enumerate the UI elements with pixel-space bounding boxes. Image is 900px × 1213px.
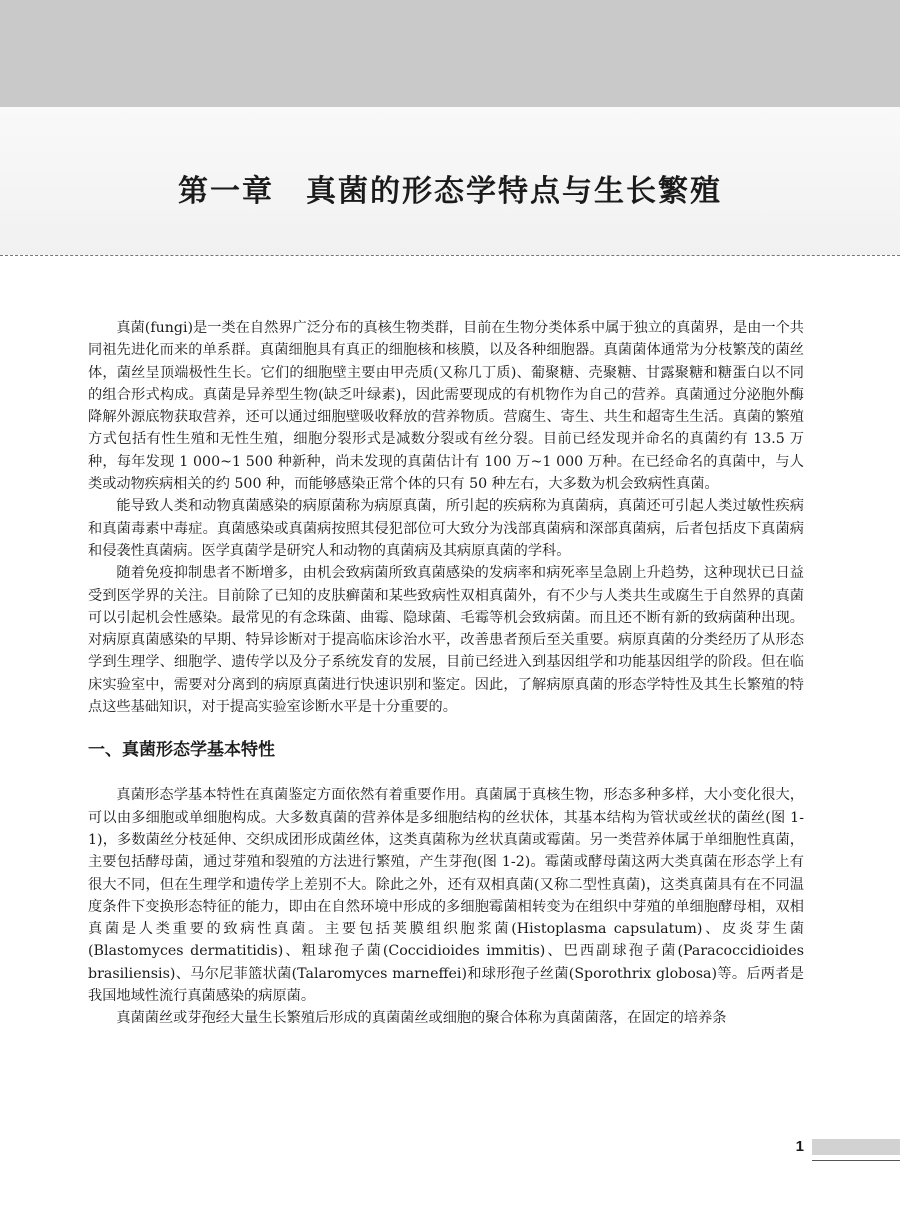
page-number: 1 (795, 1138, 804, 1155)
paragraph-1: 真菌(fungi)是一类在自然界广泛分布的真核生物类群，目前在生物分类体系中属于独立的真菌界，是由一个共同祖先进化而来的单系群。真菌细胞具有真正的细胞核和核膜，以及各种细胞器。真菌菌体通常为分枝繁茂的菌丝体，菌丝呈顶端极性生长。它们的细胞壁主要由甲壳质(又称几丁质)、葡聚糖、壳聚糖、甘露聚糖和糖蛋白以不同的组合形式构成。真菌是异养型生物(缺乏叶绿素)，因此需要现成的有机物作为自己的营养。真菌通过分泌胞外酶降解外源底物获取营养，还可以通过细胞壁吸收释放的营养物质。营腐生、寄生、共生和超寄生生活。真菌的繁殖方式包括有性生殖和无性生殖，细胞分裂形式是减数分裂或有丝分裂。目前已经发现并命名的真菌约有 13.5 万种，每年发现 1 000~1 500 种新种，尚未发现的真菌估计有 100 万~1 000 万种。在已经命名的真菌中，与人类或动物疾病相关的约 500 种，而能够感染正常个体的只有 50 种左右，大多数为机会致病性真菌。 (88, 320, 804, 493)
paragraph-4: 真菌形态学基本特性在真菌鉴定方面依然有着重要作用。真菌属于真核生物，形态多种多样，大小变化很大，可以由多细胞或单细胞构成。大多数真菌的营养体是多细胞结构的丝状体，其基本结构为管状或丝状的菌丝(图 1-1)，多数菌丝分枝延伸、交织成团形成菌丝体，这类真菌称为丝状真菌或霉菌。另一类营养体属于单细胞性真菌，主要包括酵母菌，通过芽殖和裂殖的方法进行繁殖，产生芽孢(图 1-2)。霉菌或酵母菌这两大类真菌在形态学上有很大不同，但在生理学和遗传学上差别不大。除此之外，还有双相真菌(又称二型性真菌)，这类真菌具有在不同温度条件下变换形态特征的能力，即由在自然环境中形成的多细胞霉菌相转变为在组织中芽殖的单细胞酵母相，双相真菌是人类重要的致病性真菌。主要包括荚膜组织胞浆菌(Histoplasma capsulatum)、皮炎芽生菌(Blastomyces dermatitidis)、粗球孢子菌(Coccidioides immitis)、巴西副球孢子菌(Paracoccidioides brasiliensis)、马尔尼菲篮状菌(Talaromyces marneffei)和球形孢子丝菌(Sporothrix globosa)等。后两者是我国地域性流行真菌感染的病原菌。 (88, 787, 804, 1005)
paragraph-2: 能导致人类和动物真菌感染的病原菌称为病原真菌，所引起的疾病称为真菌病，真菌还可引起人类过敏性疾病和真菌毒素中毒症。真菌感染或真菌病按照其侵犯部位可大致分为浅部真菌病和深部真菌病，后者包括皮下真菌病和侵袭性真菌病。医学真菌学是研究人和动物的真菌病及其病原真菌的学科。 (88, 498, 804, 559)
header-gray-band (0, 0, 900, 107)
footer-gray-bar (812, 1139, 900, 1155)
section-heading: 一、真菌形态学基本特性 (88, 740, 275, 761)
footer-rule (812, 1160, 900, 1161)
chapter-divider (0, 255, 900, 256)
chapter-title: 第一章 真菌的形态学特点与生长繁殖 (178, 174, 722, 209)
paragraph-3: 随着免疫抑制患者不断增多，由机会致病菌所致真菌感染的发病率和病死率呈急剧上升趋势，这种现状已日益受到医学界的关注。目前除了已知的皮肤癣菌和某些致病性双相真菌外，有不少与人类共生或腐生于自然界的真菌可以引起机会性感染。最常见的有念珠菌、曲霉、隐球菌、毛霉等机会致病菌。而且还不断有新的致病菌种出现。对病原真菌感染的早期、特异诊断对于提高临床诊治水平，改善患者预后至关重要。病原真菌的分类经历了从形态学到生理学、细胞学、遗传学以及分子系统发育的发展，目前已经进入到基因组学和功能基因组学的阶段。但在临床实验室中，需要对分离到的病原真菌进行快速识别和鉴定。因此，了解病原真菌的形态学特性及其生长繁殖的特点这些基础知识，对于提高实验室诊断水平是十分重要的。 (88, 565, 804, 716)
paragraph-5: 真菌菌丝或芽孢经大量生长繁殖后形成的真菌菌丝或细胞的聚合体称为真菌菌落，在固定的培养条 (116, 1010, 727, 1027)
page-body (88, 317, 804, 1030)
